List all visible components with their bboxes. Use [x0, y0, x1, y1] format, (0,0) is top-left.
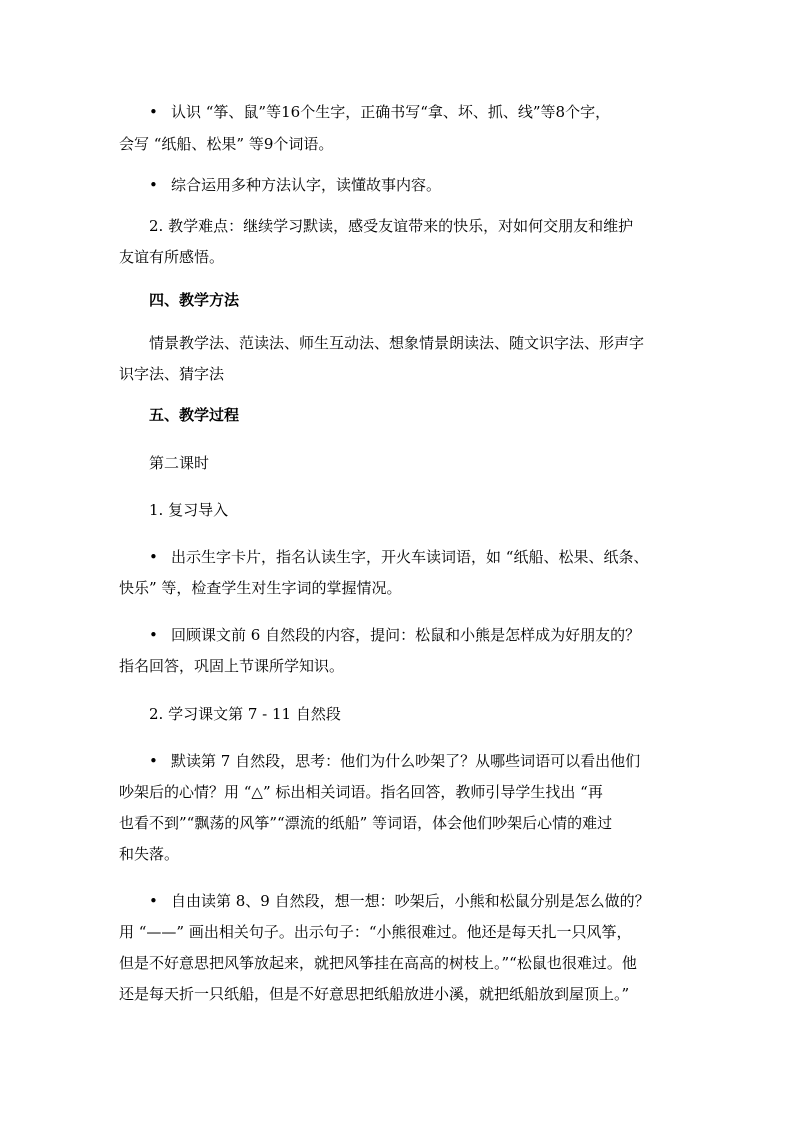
- difficulty-line-2: 友谊有所感悟。: [119, 248, 225, 266]
- step-2-bullet-1-line-3: 也看不到”“飘荡的风筝”“漂流的纸船” 等词语，体会他们吵架后心情的难过: [119, 814, 613, 832]
- step-2-bullet-2-line-4: 还是每天折一只纸船，但是不好意思把纸船放进小溪，就把纸船放到屋顶上。”: [119, 985, 630, 1003]
- section-4-heading: 四、教学方法: [149, 291, 240, 309]
- step-1-title: 1. 复习导入: [149, 501, 229, 519]
- bullet-icon: •: [149, 103, 158, 121]
- step-2-title: 2. 学习课文第 7 - 11 自然段: [149, 705, 341, 723]
- bullet-icon: •: [149, 892, 158, 910]
- section-5-heading: 五、教学过程: [149, 406, 240, 424]
- section-4-text-line-2: 识字法、猜字法: [119, 365, 225, 383]
- goal-bullet-2: • 综合运用多种方法认字，读懂故事内容。: [149, 176, 442, 194]
- bullet-icon: •: [149, 752, 158, 770]
- step-2-bullet-1-line-2: 吵架后的心情？用 “△” 标出相关词语。指名回答，教师引导学生找出 “再: [119, 783, 603, 801]
- step-1-bullet-2-line-1: • 回顾课文前 6 自然段的内容，提问：松鼠和小熊是怎样成为好朋友的？: [149, 626, 641, 644]
- step-2-bullet-2-line-3: 但是不好意思把风筝放起来，就把风筝挂在高高的树枝上。”“松鼠也很难过。他: [119, 954, 637, 972]
- goal-bullet-1-line-2: 会写 “纸船、松果” 等9个词语。: [119, 135, 334, 153]
- step-2-bullet-1-line-1: • 默读第 7 自然段，思考：他们为什么吵架了？从哪些词语可以看出他们: [149, 752, 641, 770]
- step-1-bullet-2-line-2: 指名回答，巩固上节课所学知识。: [119, 657, 345, 675]
- difficulty-line-1: 2. 教学难点：继续学习默读，感受友谊带来的快乐，对如何交朋友和维护: [149, 217, 634, 235]
- step-2-bullet-2-line-2: 用 “——” 画出相关句子。出示句子：“小熊很难过。他还是每天扎一只风筝，: [119, 923, 632, 941]
- bullet-icon: •: [149, 626, 158, 644]
- step-1-bullet-1-line-1: • 出示生字卡片，指名认读生字，开火车读词语，如 “纸船、松果、纸条、: [149, 548, 649, 566]
- goal-bullet-1-line-1: • 认识 “筝、鼠”等16个生字，正确书写“拿、坏、抓、线”等8个字，: [149, 103, 611, 121]
- bullet-icon: •: [149, 548, 158, 566]
- step-2-bullet-1-line-4: 和失落。: [119, 845, 180, 863]
- step-2-bullet-2-line-1: • 自由读第 8、9 自然段，想一想：吵架后，小熊和松鼠分别是怎么做的？: [149, 892, 650, 910]
- step-1-bullet-1-line-2: 快乐” 等，检查学生对生字词的掌握情况。: [119, 579, 402, 597]
- section-4-text-line-1: 情景教学法、范读法、师生互动法、想象情景朗读法、随文识字法、形声字: [149, 334, 645, 352]
- lesson-label: 第二课时: [149, 454, 210, 472]
- bullet-icon: •: [149, 176, 158, 194]
